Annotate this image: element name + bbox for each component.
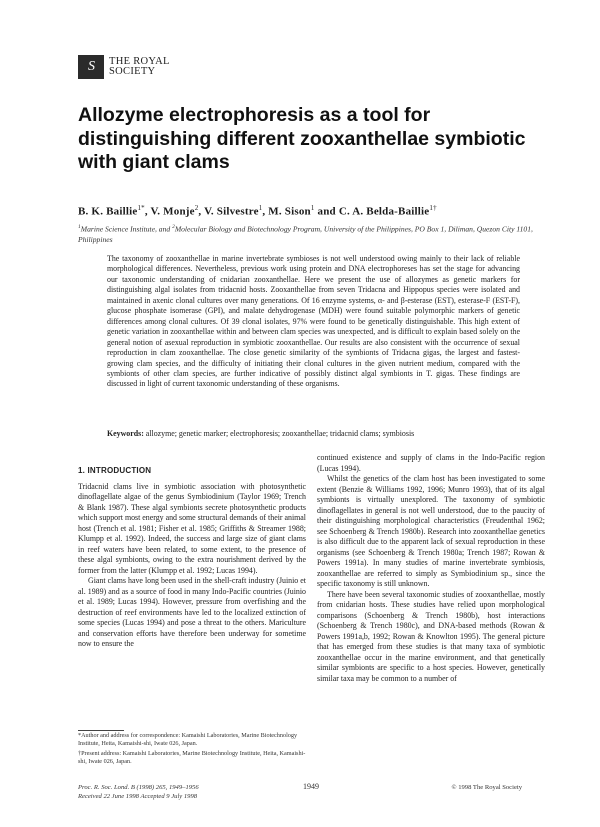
abstract: The taxonomy of zooxanthellae in marine invertebrate symbioses is not well understood owing mainly to their lack of reliable morphological differences. Nevertheless, previous work using protein and DNA electrophoreses has set the stage for advancing our taxonomic understanding of cnidarian zooxanthellae. Here we present the use of allozymes as genetic markers for distinguishing algal isolates from tridacnid hosts. Zooxanthellae from seven Tridacna and Hippopus species were isolated and maintained in axenic clonal cultures over many generations. Of 16 enzyme systems, α- and β-esterase (EST), esterase-F (EST-F), glucose phosphate isomerase (GPI), and malate dehydrogenase (MDH) were found suitable polymorphic markers of genetic differences among clonal cultures. Of 39 clonal isolates, 97% were found to be genetically distinguishable. This high extent of genetic variation in zooxanthellae within and between clam species was unexpected, and is difficult to explain based solely on the general notion of asexual reproduction in symbiotic zooxanthellae. Our results are also consistent with the occurrence of sexual reproduction in clam zooxanthellae. The close genetic similarity of the symbionts of Tridacna gigas, the largest and fastest-growing clam species, and the difficulty of initiating their clonal cultures in the given nutrient medium, compared with the symbionts of other clam species, are further indicative of possibly distinct algal symbionts in T. gigas. These findings are discussed in light of current taxonomic understanding of these organisms. — [107, 254, 520, 389]
author-separator: , — [144, 205, 151, 218]
royal-society-logo-mark: S — [78, 55, 104, 79]
page-number: 1949 — [303, 782, 319, 791]
author-affiliation-marker: 1* — [137, 204, 145, 212]
author-name: M. Sison — [268, 205, 311, 218]
section-heading: 1. INTRODUCTION — [78, 466, 152, 475]
author-separator: and — [314, 205, 339, 218]
received-accepted-dates: Received 22 June 1998 Accepted 9 July 1998 — [78, 793, 198, 800]
author-name: V. Silvestre — [204, 205, 259, 218]
journal-citation: Proc. R. Soc. Lond. B (1998) 265, 1949–1956 — [78, 784, 199, 791]
publisher-name — [109, 57, 170, 77]
body-column-right — [317, 453, 545, 684]
body-paragraph: Whilst the genetics of the clam host has been investigated to some extent (Benzie & Williams 1992, 1996; Munro 1993), that of its algal symbionts is virtually unexplored. The taxonomy of symbiotic dinoflagellates in general is not well understood, due to the paucity of their distinguishing morphological characteristics (Freudenthal 1962; see Schoenberg & Trench 1980b). Research into zooxanthellae genetics is also difficult due to the apparent lack of sexual reproduction in these organisms (see Schoenberg & Trench 1980a; Trench 1987; Rowan & Powers 1991a). In many studies of marine invertebrate symbiosis, zooxanthellae are referred to simply as Symbiodinium sp., since the specific taxonomy is still unknown. — [317, 474, 545, 588]
author-list — [78, 204, 558, 218]
keywords-text: allozyme; genetic marker; electrophoresis; zooxanthellae; tridacnid clams; symbiosis — [143, 429, 415, 438]
author-name: V. Monje — [150, 205, 195, 218]
affiliation-marker: 2 — [172, 224, 175, 230]
body-paragraph: Tridacnid clams live in symbiotic association with photosynthetic dinoflagellate algae of the genus Symbiodinium (Taylor 1969; Trench & Blank 1987). These algal symbionts secrete photosynthetic products which support most energy and some structural demands of their animal host (Trench et al. 1981; Fisher et al. 1985; Griffiths & Streamer 1988; Klumpp et al. 1992). Indeed, the success and large size of giant clams in reef waters have been related, to some extent, to the presence of these algal symbionts, owing to the extra nourishment derived by the former from the latter (Klumpp et al. 1992; Lucas 1994). — [78, 481, 306, 575]
author-separator: , — [198, 205, 205, 218]
author-separator: , — [262, 205, 269, 218]
author-name: C. A. Belda-Baillie — [338, 205, 430, 218]
author-name: B. K. Baillie — [78, 205, 138, 218]
body-paragraph: continued existence and supply of clams in the Indo-Pacific region (Lucas 1994). — [317, 453, 545, 473]
keywords — [107, 429, 520, 439]
author-affiliation-marker: 1† — [429, 204, 437, 212]
affiliation-text: Molecular Biology and Biotechnology Program, University of the Philippines, PO Box 1, Diliman, Quezon City 1101, Philippines — [78, 224, 533, 245]
body-column-left — [78, 466, 306, 650]
author-affiliation-marker: 1 — [258, 204, 263, 212]
footnote: †Present address: Kamaishi Laboratories, Marine Biotechnology Institute, Heita, Kamaishi-shi, Iwate 026, Japan. — [78, 749, 306, 766]
footnote: *Author and address for correspondence: Kamaishi Laboratories, Marine Biotechnology Institute, Heita, Kamaishi-shi, Iwate 026, Japan. — [78, 732, 298, 748]
publisher-name-line1: THE ROYAL — [109, 56, 170, 67]
affiliation-marker: 1 — [78, 224, 81, 230]
keywords-label: Keywords: — [107, 429, 144, 438]
publisher-logo — [78, 55, 170, 79]
body-paragraph: Giant clams have long been used in the shell-craft industry (Juinio et al. 1989) and as a source of food in many Indo-Pacific countries (Juinio et al. 1989; Lucas 1994). However, pressure from overfishing and the destruction of reef environments have led to the localized extinction of some species (Lucas 1994) and pose a threat to the others. Mariculture and conservation efforts have therefore been underway for sometime now to ensure the — [78, 576, 306, 648]
affiliation-text: Marine Science Institute, and — [80, 224, 173, 234]
author-affiliation-marker: 1 — [310, 204, 315, 212]
affiliation — [78, 222, 548, 246]
publisher-name-line2: SOCIETY — [109, 66, 156, 77]
author-affiliation-marker: 2 — [194, 204, 199, 212]
copyright-notice: © 1998 The Royal Society — [451, 784, 522, 791]
footnotes — [78, 732, 306, 768]
footnote-divider — [78, 730, 124, 731]
paper-title: Allozyme electrophoresis as a tool for distinguishing different zooxanthellae symbiotic with giant clams — [78, 104, 526, 173]
body-paragraph: There have been several taxonomic studies of zooxanthellae, mostly from cnidarian hosts. These studies have relied upon morphological comparisons (Schoenberg & Trench 1980b), host interactions (Schoenberg & Trench 1980c), and DNA-based methods (Rowan & Powers 1991a,b, 1992; Rowan & Knowlton 1995). The general picture that has emerged from these studies is that many taxa of symbiotic zooxanthellae occur in the marine environment, and that genetically similar symbionts are specific to a host species. However, genetically similar taxa may be common to a number of — [317, 589, 545, 683]
